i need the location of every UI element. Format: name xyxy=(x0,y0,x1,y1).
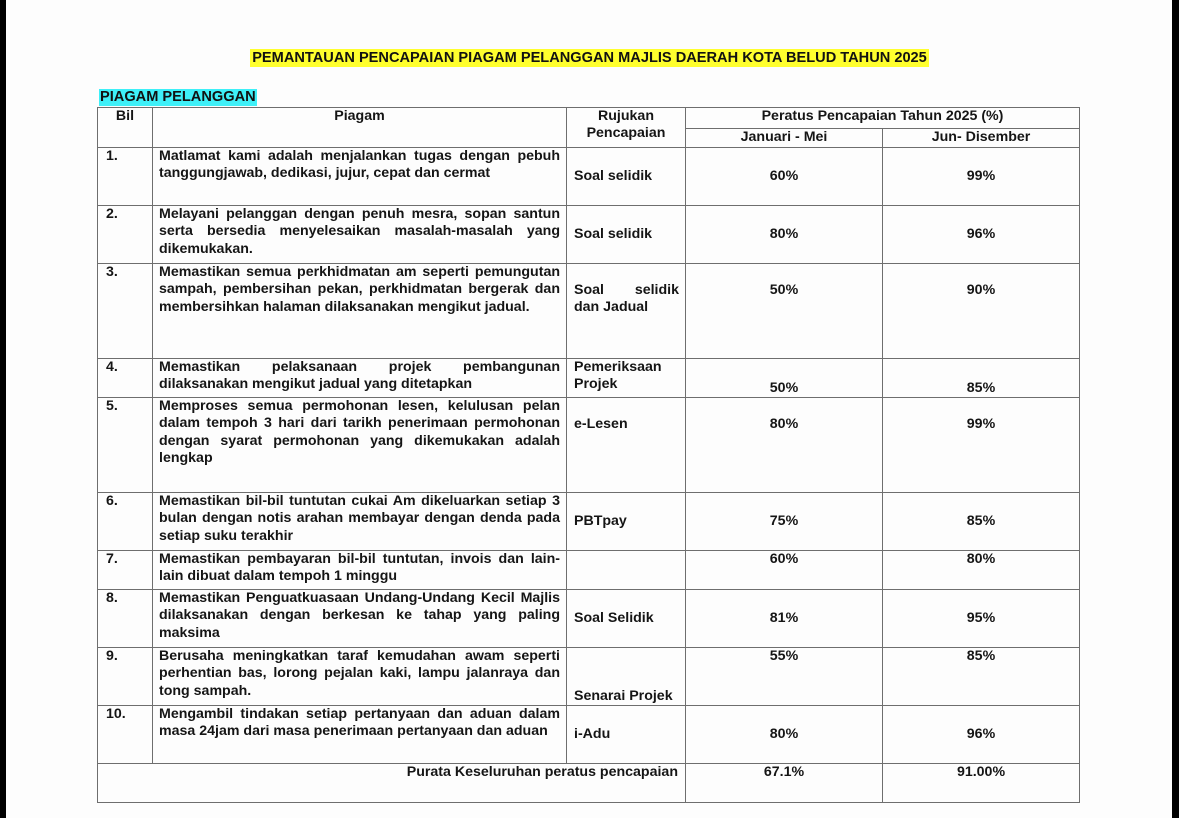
cell-bil: 9. xyxy=(98,648,153,706)
cell-bil: 1. xyxy=(98,148,153,206)
header-januari-mei: Januari - Mei xyxy=(686,129,883,148)
cell-rujukan: e-Lesen xyxy=(567,398,686,493)
piagam-table xyxy=(97,107,1080,803)
header-rujukan: Rujukan Pencapaian xyxy=(567,108,686,148)
table-row xyxy=(98,706,1080,764)
document-title-text: PEMANTAUAN PENCAPAIAN PIAGAM PELANGGAN MAJLIS DAERAH KOTA BELUD TAHUN 2025 xyxy=(252,50,927,66)
total-row xyxy=(98,764,1080,803)
total-januari-mei: 67.1% xyxy=(686,764,883,803)
table-row xyxy=(98,148,1080,206)
cell-piagam: Memproses semua permohonan lesen, kelulusan pelan dalam tempoh 3 hari dari tarikh penerimaan permohonan dengan syarat permohonan yang dikemukakan adalah lengkap xyxy=(153,398,567,493)
cell-bil: 2. xyxy=(98,206,153,264)
document-title xyxy=(0,50,1179,66)
cell-rujukan: Soal Selidik xyxy=(567,590,686,648)
cell-rujukan: Soal selidik xyxy=(567,206,686,264)
cell-januari-mei: 80% xyxy=(686,398,883,493)
cell-piagam: Berusaha meningkatkan taraf kemudahan awam seperti perhentian bas, lorong pejalan kaki, lampu jalanraya dan tong sampah. xyxy=(153,648,567,706)
cell-bil: 10. xyxy=(98,706,153,764)
header-bil: Bil xyxy=(98,108,153,148)
table-row xyxy=(98,264,1080,359)
cell-bil: 4. xyxy=(98,359,153,398)
cell-rujukan: Pemeriksaan Projek xyxy=(567,359,686,398)
cell-jun-disember: 85% xyxy=(883,648,1080,706)
table-row xyxy=(98,493,1080,551)
cell-piagam: Matlamat kami adalah menjalankan tugas dengan pebuh tanggungjawab, dedikasi, jujur, cepat dan cermat xyxy=(153,148,567,206)
cell-jun-disember: 96% xyxy=(883,206,1080,264)
total-jun-disember: 91.00% xyxy=(883,764,1080,803)
cell-piagam: Melayani pelanggan dengan penuh mesra, sopan santun serta bersedia menyelesaikan masalah-masalah yang dikemukakan. xyxy=(153,206,567,264)
cell-piagam: Memastikan semua perkhidmatan am seperti pemungutan sampah, pembersihan pekan, perkhidmatan bergerak dan membersihkan halaman dilaksanakan mengikut jadual. xyxy=(153,264,567,359)
header-piagam: Piagam xyxy=(153,108,567,148)
cell-januari-mei: 50% xyxy=(686,359,883,398)
cell-rujukan: i-Adu xyxy=(567,706,686,764)
cell-januari-mei: 80% xyxy=(686,706,883,764)
cell-bil: 3. xyxy=(98,264,153,359)
cell-januari-mei: 75% xyxy=(686,493,883,551)
cell-piagam: Mengambil tindakan setiap pertanyaan dan aduan dalam masa 24jam dari masa penerimaan pertanyaan dan aduan xyxy=(153,706,567,764)
cell-piagam: Memastikan pelaksanaan projek pembangunan dilaksanakan mengikut jadual yang ditetapkan xyxy=(153,359,567,398)
total-label: Purata Keseluruhan peratus pencapaian xyxy=(98,764,686,803)
cell-januari-mei: 55% xyxy=(686,648,883,706)
table-row xyxy=(98,590,1080,648)
cell-rujukan: Soal selidik dan Jadual xyxy=(567,264,686,359)
cell-rujukan: PBTpay xyxy=(567,493,686,551)
cell-januari-mei: 60% xyxy=(686,148,883,206)
cell-jun-disember: 96% xyxy=(883,706,1080,764)
section-heading: PIAGAM PELANGGAN xyxy=(100,89,256,105)
cell-bil: 5. xyxy=(98,398,153,493)
cell-jun-disember: 85% xyxy=(883,359,1080,398)
table-row xyxy=(98,398,1080,493)
cell-jun-disember: 85% xyxy=(883,493,1080,551)
cell-bil: 7. xyxy=(98,551,153,590)
cell-piagam: Memastikan pembayaran bil-bil tuntutan, invois dan lain-lain dibuat dalam tempoh 1 minggu xyxy=(153,551,567,590)
cell-jun-disember: 80% xyxy=(883,551,1080,590)
cell-jun-disember: 95% xyxy=(883,590,1080,648)
table-row xyxy=(98,359,1080,398)
cell-januari-mei: 81% xyxy=(686,590,883,648)
cell-jun-disember: 99% xyxy=(883,148,1080,206)
cell-januari-mei: 50% xyxy=(686,264,883,359)
cell-piagam: Memastikan Penguatkuasaan Undang-Undang Kecil Majlis dilaksanakan dengan berkesan ke tahap yang paling maksima xyxy=(153,590,567,648)
cell-jun-disember: 90% xyxy=(883,264,1080,359)
header-row xyxy=(98,108,1080,129)
cell-januari-mei: 60% xyxy=(686,551,883,590)
header-peratus-group: Peratus Pencapaian Tahun 2025 (%) xyxy=(686,108,1080,129)
cell-januari-mei: 80% xyxy=(686,206,883,264)
cell-jun-disember: 99% xyxy=(883,398,1080,493)
table-row xyxy=(98,551,1080,590)
cell-bil: 6. xyxy=(98,493,153,551)
cell-rujukan xyxy=(567,551,686,590)
cell-rujukan: Senarai Projek xyxy=(567,648,686,706)
cell-bil: 8. xyxy=(98,590,153,648)
header-jun-disember: Jun- Disember xyxy=(883,129,1080,148)
cell-piagam: Memastikan bil-bil tuntutan cukai Am dikeluarkan setiap 3 bulan dengan notis arahan membayar dengan denda pada setiap suku terakhir xyxy=(153,493,567,551)
table-row xyxy=(98,648,1080,706)
cell-rujukan: Soal selidik xyxy=(567,148,686,206)
table-row xyxy=(98,206,1080,264)
